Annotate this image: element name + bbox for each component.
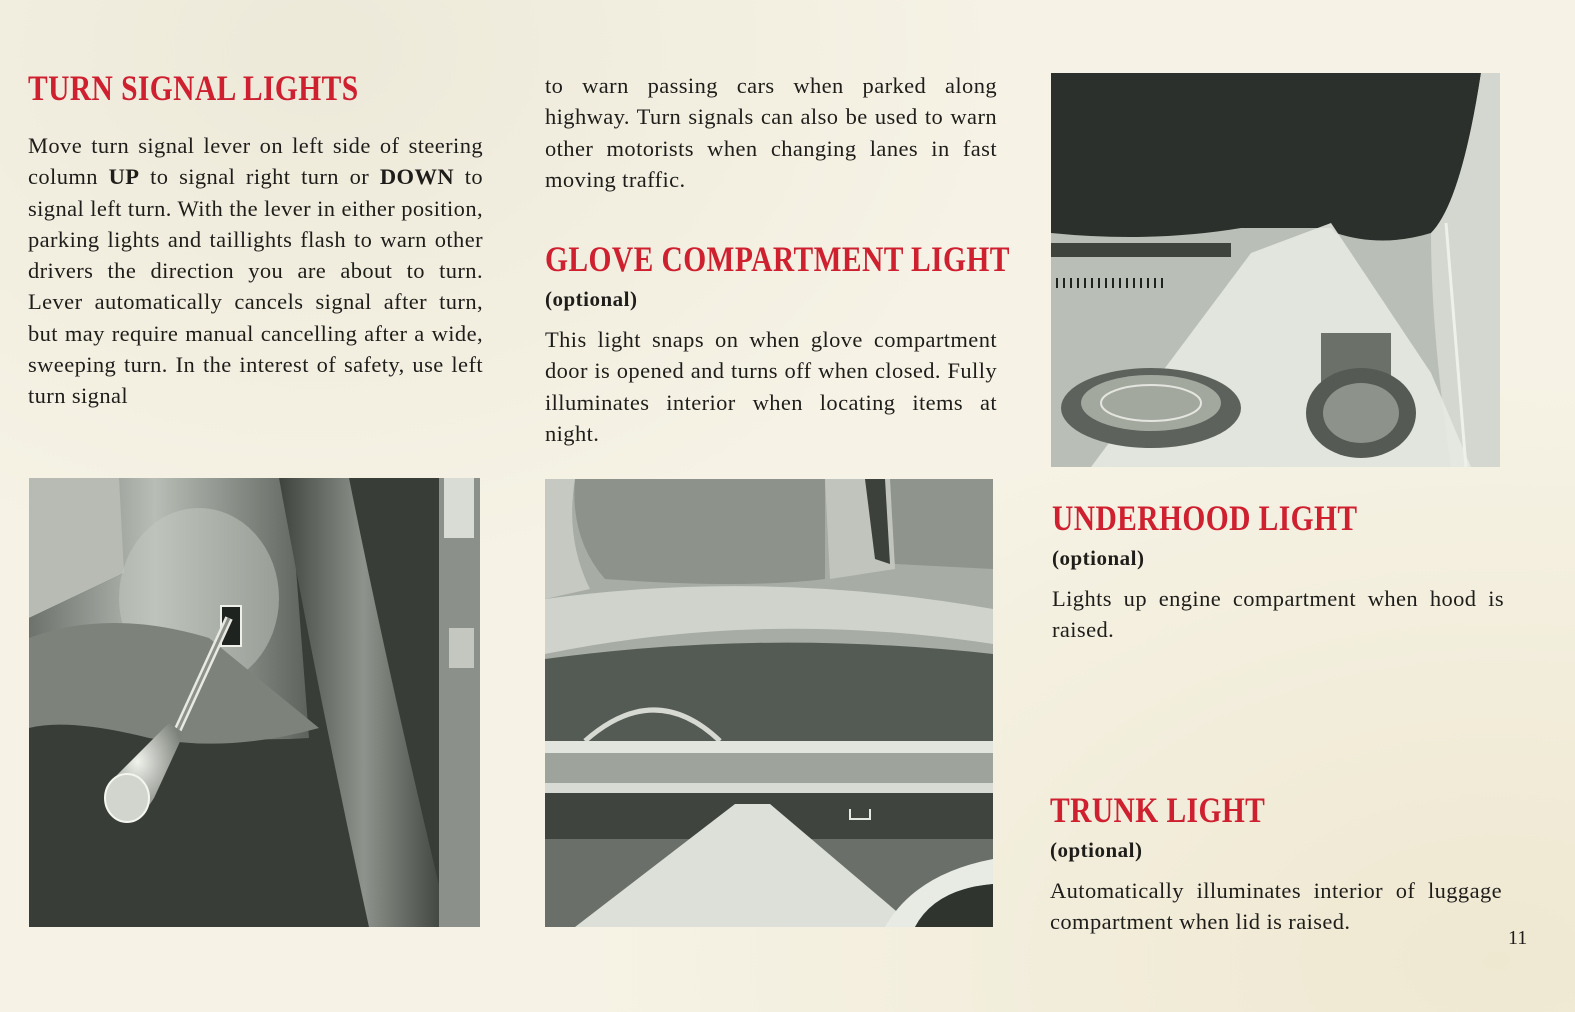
underhood-body: Lights up engine compartment when hood is raised. bbox=[1052, 586, 1504, 643]
column-two bbox=[545, 66, 1010, 449]
glove-compartment-heading: GLOVE COMPARTMENT LIGHT bbox=[545, 239, 1010, 280]
body-text-segment: Move turn signal lever on left side of steering column bbox=[28, 133, 483, 190]
trunk-interior-image bbox=[545, 479, 993, 927]
trunk-heading: TRUNK LIGHT bbox=[1050, 790, 1266, 830]
turn-signal-continuation: to warn passing cars when parked along highway. Turn signals can also be used to warn other motorists when changing lanes in fast moving traffic. bbox=[545, 73, 997, 192]
underhood-optional: (optional) bbox=[1052, 546, 1145, 570]
engine-compartment-image bbox=[1051, 73, 1500, 467]
trunk-section bbox=[1050, 792, 1502, 938]
trunk-body: Automatically illuminates interior of luggage compartment when lid is raised. bbox=[1050, 878, 1502, 935]
underhood-section bbox=[1052, 500, 1504, 646]
turn-signal-heading: TURN SIGNAL LIGHTS bbox=[28, 68, 359, 108]
turn-signal-lever-image bbox=[29, 478, 480, 927]
emphasis-down: DOWN bbox=[379, 164, 454, 190]
underhood-heading: UNDERHOOD LIGHT bbox=[1052, 498, 1358, 538]
emphasis-up: UP bbox=[108, 164, 140, 190]
glove-compartment-body: This light snaps on when glove compartment door is opened and turns off when closed. Fully illuminates interior when locating items at night. bbox=[545, 327, 997, 447]
engine-compartment-photo bbox=[1051, 73, 1500, 467]
trunk-optional: (optional) bbox=[1050, 838, 1143, 862]
turn-signal-body bbox=[28, 130, 483, 412]
trunk-interior-photo bbox=[545, 479, 993, 927]
glove-compartment-optional: (optional) bbox=[545, 287, 638, 312]
glove-compartment-section bbox=[545, 239, 1010, 449]
turn-signal-lever-photo bbox=[29, 478, 480, 927]
body-text-segment: to signal right turn or bbox=[139, 164, 380, 190]
body-text-segment: to signal left turn. With the lever in either position, parking lights and taillights flash to warn other drivers the direction you are about to turn. Lever automatically cancels signal after turn, but may require manual cancelling after a wide, sweeping turn. In the interest of safety, use left turn signal bbox=[28, 164, 483, 409]
turn-signal-section bbox=[28, 66, 483, 412]
page-number: 11 bbox=[1508, 927, 1528, 949]
